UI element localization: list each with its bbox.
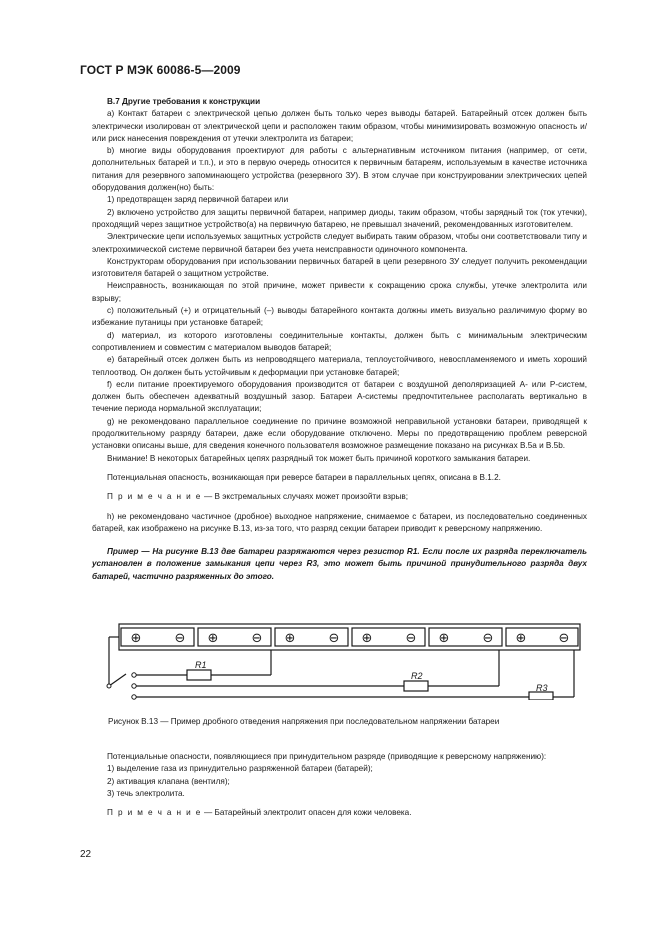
switch-pivot (107, 684, 111, 688)
paragraph-f: f) если питание проектируемого оборудования производится от батареи с воздушной деполяризацией А- или Р-систем, должен быть обеспечен адекватный воздушный зазор. Батареи А-системы предпочтительнее располагать вертикально в течение периода нормальной эксплуатации; (92, 379, 587, 414)
note-2 (92, 807, 587, 819)
paragraph-g: g) не рекомендовано параллельное соединение по причине возможной неправильной установки батареи, приводящей к продолжительному разряду батареи, даже если оборудование отключено. Меры по предотвращению проблем реверсной установки описаны выше, для сведения конечного пользователя возможное размещение показано на рисунках В.5а и В.5b. (92, 416, 587, 451)
plus-terminal-icon: ⊕ (438, 631, 450, 646)
hazard-item-2: 2) активация клапана (вентиля); (107, 776, 230, 786)
switch-lever (109, 674, 126, 686)
paragraph-b1: 1) предотвращен заряд первичной батареи или (107, 195, 289, 205)
paragraph-fault: Неисправность, возникающая по этой причине, может привести к сокращению срока службы, утечке электролита или взрыву; (92, 281, 587, 303)
paragraph-warning: Внимание! В некоторых батарейных цепях разрядный ток может быть причиной короткого замыкания батареи. (107, 453, 531, 463)
resistor-r3-label: R3 (536, 683, 548, 693)
paragraph-d: d) материал, из которого изготовлены соединительные контакты, должен быть с минимальным электрическим сопротивлением и совместим с материалом выводов батарей; (92, 330, 587, 352)
paragraph-parallel: Потенциальная опасность, возникающая при реверсе батареи в параллельных цепях, описана в В.1.2. (107, 472, 501, 482)
note-1 (92, 491, 587, 503)
circuit-diagram (100, 622, 590, 700)
hazard-item-3: 3) течь электролита. (107, 788, 185, 798)
paragraph-c: с) положительный (+) и отрицательный (–) выводы батарейного контакта должны иметь визуально различимую форму во избежание путаницы при установке батарей; (92, 306, 587, 328)
resistor-r1 (187, 670, 211, 680)
note-1-label: П р и м е ч а н и е (107, 492, 202, 502)
resistor-r2 (404, 681, 428, 691)
minus-terminal-icon: ⊖ (328, 631, 340, 646)
paragraph-b2: 2) включено устройство для защиты первичной батареи, например диоды, таким образом, чтобы зарядный ток (ток утечки), проходящий через защитное устройство(а) на первичную батарею, не превышал значений, рекомендованных изготовителем. (92, 207, 587, 229)
hazard-item-1: 1) выделение газа из принудительно разряженной батареи (батарей); (107, 764, 373, 774)
paragraph-b: b) многие виды оборудования проектируют для работы с альтернативным источником питания (например, от сети, дополнительных батарей и т.п.), и это в первую очередь относится к первичным батареям, используемым в качестве источника питания для резервного запоминающего устройства (резервного ЗУ). В этом случае при конструировании электрических цепей оборудования должен(но) быть: (92, 146, 587, 193)
plus-terminal-icon: ⊕ (515, 631, 527, 646)
resistor-r2-label: R2 (411, 671, 423, 681)
switch-contact-1 (132, 673, 136, 677)
minus-terminal-icon: ⊖ (482, 631, 494, 646)
paragraph-h: h) не рекомендовано частичное (дробное) выходное напряжение, снимаемое с батареи, из последовательно соединенных батарей, как изображено на рисунке В.13, из-за того, что разряд секции батареи приводит к реверсному напряжению. (92, 511, 587, 533)
section-title: В.7 Другие требования к конструкции (107, 97, 261, 106)
paragraph-designers: Конструкторам оборудования при использовании первичных батарей в цепи резервного ЗУ следует получить рекомендации изготовителя батарей о защитном устройстве. (92, 256, 587, 279)
minus-terminal-icon: ⊖ (405, 631, 417, 646)
closing-text (92, 751, 587, 819)
main-text (92, 96, 587, 583)
figure-caption: Рисунок В.13 — Пример дробного отведения напряжения при последовательном напряжении батареи (108, 717, 500, 726)
minus-terminal-icon: ⊖ (558, 631, 570, 646)
paragraph-hazards: Потенциальные опасности, появляющиеся при принудительном разряде (приводящие к реверсному напряжению): (107, 752, 547, 761)
example-text: Пример — На рисунке В.13 две батареи разряжаются через резистор R1. Если после их разряда переключатель установлен в положение замыкания цепи через R3, это может быть причиной принудительного разряда двух батарей, частично разряженных до этого. (92, 547, 587, 581)
switch-contact-2 (132, 684, 136, 688)
page-number: 22 (80, 849, 92, 860)
plus-terminal-icon: ⊕ (284, 631, 296, 646)
minus-terminal-icon: ⊖ (174, 631, 186, 646)
paragraph-e: е) батарейный отсек должен быть из непроводящего материала, теплоустойчивого, невоспламеняемого и иметь хороший теплоотвод. Он должен быть устойчивым к деформации при установке батарей; (92, 355, 587, 377)
document-header: ГОСТ Р МЭК 60086-5—2009 (80, 63, 241, 77)
plus-terminal-icon: ⊕ (130, 631, 142, 646)
note-2-label: П р и м е ч а н и е (107, 808, 202, 818)
minus-terminal-icon: ⊖ (251, 631, 263, 646)
resistor-r3 (529, 692, 553, 700)
note-2-text: — Батарейный электролит опасен для кожи человека. (201, 808, 412, 818)
plus-terminal-icon: ⊕ (207, 631, 219, 646)
switch-contact-3 (132, 695, 136, 699)
note-1-text: — В экстремальных случаях может произойти взрыв; (201, 492, 409, 502)
plus-terminal-icon: ⊕ (361, 631, 373, 646)
paragraph-a: а) Контакт батареи с электрической цепью должен быть только через выводы батарей. Батарейный отсек должен быть электрически изолирован от электрической цепи и расположен таким образом, чтобы минимизировать возможную опасность и/или риск нанесения повреждения от утечки электролита из батареи; (92, 109, 587, 143)
paragraph-protective: Электрические цепи используемых защитных устройств следует выбирать таким образом, чтобы они соответствовали типу и электрохимической системе первичной батареи без учета неисправности одиночного компонента. (92, 232, 587, 254)
resistor-r1-label: R1 (195, 660, 207, 670)
